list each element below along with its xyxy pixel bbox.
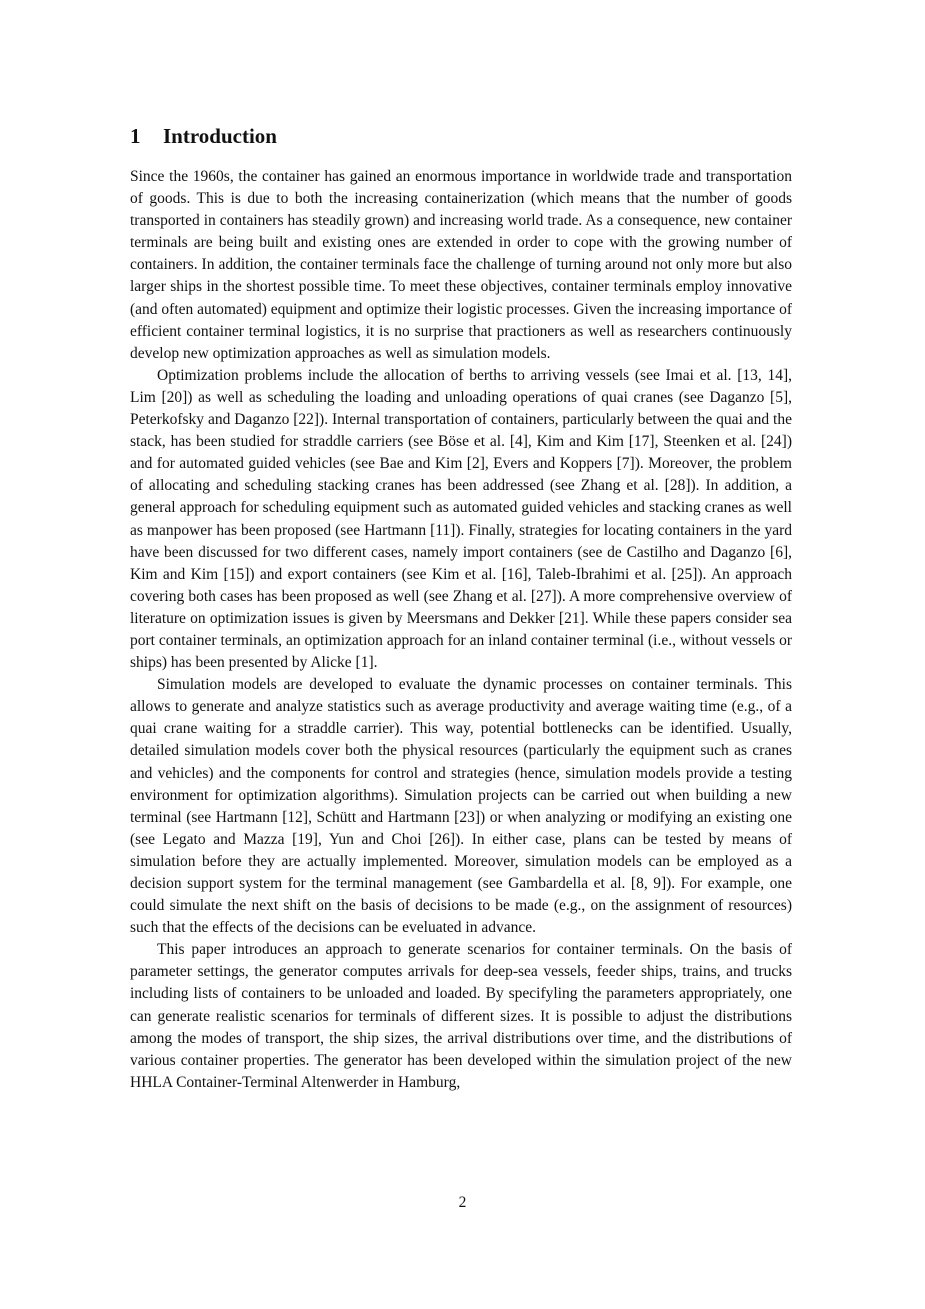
paragraph-4: This paper introduces an approach to generate scenarios for container terminals. On the basis of parameter settings, the generator computes arrivals for deep-sea vessels, feeder ships, trains, and trucks including lists of containers to be unloaded and loaded. By specifyling the parameters appropriately, one can generate realistic scenarios for terminals of different sizes. It is possible to adjust the distributions among the modes of transport, the ship sizes, the arrival distributions over time, and the distributions of various container properties. The generator has been developed within the simulation project of the new HHLA Container-Terminal Altenwerder in Hamburg, [130, 941, 792, 1091]
page-number: 2 [458, 1194, 467, 1211]
body-text [130, 166, 792, 1094]
section-heading [130, 122, 277, 150]
paragraph-1: Since the 1960s, the container has gained an enormous importance in worldwide trade and transportation of goods. This is due to both the increasing containerization (which means that the number of goods transported in containers has steadily grown) and increasing world trade. As a consequence, new container terminals are being built and existing ones are extended in order to cope with the growing number of containers. In addition, the container terminals face the challenge of turning around not only more but also larger ships in the shortest possible time. To meet these objectives, container terminals employ innovative (and often automated) equipment and optimize their logistic processes. Given the increasing importance of efficient container terminal logistics, it is no surprise that practioners as well as researchers continuously develop new optimization approaches as well as simulation models. [130, 168, 792, 362]
section-title: Introduction [163, 124, 277, 148]
paragraph-2: Optimization problems include the allocation of berths to arriving vessels (see Imai et al. [13, 14], Lim [20]) as well as scheduling the loading and unloading operations of quai cranes (see Daganzo [5], Peterkofsky and Daganzo [22]). Internal transportation of containers, particularly between the quai and the stack, has been studied for straddle carriers (see Böse et al. [4], Kim and Kim [17], Steenken et al. [24]) and for automated guided vehicles (see Bae and Kim [2], Evers and Koppers [7]). Moreover, the problem of allocating and scheduling stacking cranes has been addressed (see Zhang et al. [28]). In addition, a general approach for scheduling equipment such as automated guided vehicles and stacking cranes as well as manpower has been proposed (see Hartmann [11]). Finally, strategies for locating containers in the yard have been discussed for two different cases, namely import containers (see de Castilho and Daganzo [6], Kim and Kim [15]) and export containers (see Kim et al. [16], Taleb-Ibrahimi et al. [25]). An approach covering both cases has been proposed as well (see Zhang et al. [27]). A more comprehensive overview of literature on optimization issues is given by Meersmans and Dekker [21]. While these papers consider sea port container terminals, an optimization approach for an inland container terminal (i.e., without vessels or ships) has been presented by Alicke [1]. [130, 366, 792, 672]
section-number: 1 [130, 124, 141, 148]
paragraph-3: Simulation models are developed to evaluate the dynamic processes on container terminals. This allows to generate and analyze statistics such as average productivity and average waiting time (e.g., of a quai crane waiting for a straddle carrier). This way, potential bottlenecks can be identified. Usually, detailed simulation models cover both the physical resources (particularly the equipment such as cranes and vehicles) and the components for control and strategies (hence, simulation models provide a testing environment for optimization algorithms). Simulation projects can be carried out when building a new terminal (see Hartmann [12], Schütt and Hartmann [23]) or when analyzing or modifying an existing one (see Legato and Mazza [19], Yun and Choi [26]). In either case, plans can be tested by means of simulation before they are actually implemented. Moreover, simulation models can be employed as a decision support system for the terminal management (see Gambardella et al. [8, 9]). For example, one could simulate the next shift on the basis of decisions to be made (e.g., on the assignment of resources) such that the effects of the decisions can be eveluated in advance. [130, 676, 792, 937]
